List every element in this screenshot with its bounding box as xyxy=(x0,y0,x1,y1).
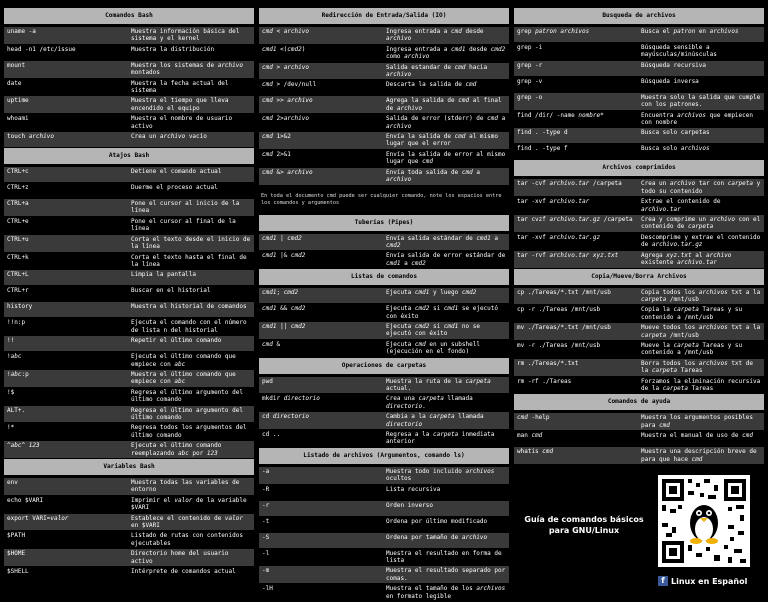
command-row xyxy=(259,322,509,339)
command-row xyxy=(259,377,509,394)
command-text: cd directorio xyxy=(262,413,309,421)
command-text: cmd 2>&1 xyxy=(262,150,291,158)
command-row xyxy=(4,336,254,351)
command-text: !!n:p xyxy=(7,319,26,327)
command-text: grep -r xyxy=(517,61,543,69)
command-row xyxy=(259,584,509,601)
command-description: Listado de rutas con contenidos ejecutables xyxy=(131,532,243,547)
command-text: uptime xyxy=(7,97,29,105)
command-text: cp -r ./Tareas /mnt/usb xyxy=(517,306,601,314)
command-row xyxy=(259,45,509,62)
command-description: Envía salida de error estándar de cmd1 a cmd2 xyxy=(386,252,506,267)
command-text: find . -type d xyxy=(517,129,568,137)
command-description: Envía toda salida de cmd a archivo xyxy=(386,168,480,184)
command-description: Muestra la ruta de la carpeta actual. xyxy=(386,377,491,392)
command-row xyxy=(514,61,764,76)
command-description: Muestra el tiempo que lleva encendido el equipo xyxy=(131,97,229,112)
command-row xyxy=(259,168,509,185)
command-row xyxy=(514,77,764,92)
command-row xyxy=(259,517,509,532)
command-description: Copia la carpeta Tareas y su contenido a /mnt/usb xyxy=(641,306,743,321)
command-text: mv -r ./Tareas /mnt/usb xyxy=(517,341,601,349)
command-description: Corta el texto desde el inicio de la línea xyxy=(131,235,251,251)
command-description: Muestra los argumentos posibles para cmd xyxy=(641,414,753,429)
command-description: Salida de error (stderr) de cmd a archivo xyxy=(386,115,506,130)
command-row xyxy=(259,549,509,566)
command-row xyxy=(514,215,764,232)
command-text: mount xyxy=(7,61,26,69)
brand-name: Linux en Español xyxy=(671,576,748,586)
command-description: Muestra la fecha actual del sistema xyxy=(131,79,229,95)
command-row xyxy=(259,340,509,357)
command-description: Búsqueda sensible a mayúsculas/minúsculas xyxy=(641,44,717,59)
command-row xyxy=(4,549,254,566)
command-text: cmd 1>&2 xyxy=(262,133,291,141)
command-row xyxy=(259,150,509,167)
command-text: cmd1 <(cmd2) xyxy=(262,45,306,53)
section-header: Redirección de Entrada/Salida (IO) xyxy=(259,8,509,24)
command-row xyxy=(4,270,254,285)
command-description: Imprimir el valor de la variable $VARI xyxy=(131,496,247,512)
command-text: touch archivo xyxy=(7,133,54,141)
command-row xyxy=(514,93,764,110)
command-row xyxy=(514,43,764,60)
command-description: Crea un archivo vacío xyxy=(131,133,207,141)
command-text: !$ xyxy=(7,388,15,396)
command-row xyxy=(259,234,509,251)
command-text: $HOME xyxy=(7,550,26,558)
command-description: Ingresa entrada a cmd1 desde cmd2 como archivo xyxy=(386,45,506,61)
command-description: Muestra todas las variables de entorno xyxy=(131,479,240,494)
column-1 xyxy=(4,7,254,583)
command-description: Forzamos la eliminación recursiva de la carpeta Tareas xyxy=(641,377,761,392)
command-row xyxy=(4,478,254,495)
command-text: head -n1 /etc/issue xyxy=(7,45,76,53)
command-row xyxy=(4,441,254,458)
command-description: Envía la salida de error al mismo lugar que cmd xyxy=(386,150,506,166)
command-text: -a xyxy=(262,467,270,475)
command-text: CTRL+c xyxy=(7,168,29,176)
command-description: Envía la salida de cmd al mismo lugar que el error xyxy=(386,133,498,148)
command-text: tar -xvf archivo.tar.gz xyxy=(517,233,601,241)
command-row xyxy=(514,359,764,376)
command-text: -S xyxy=(262,533,270,541)
command-row xyxy=(259,96,509,113)
command-row xyxy=(259,288,509,303)
command-row xyxy=(4,132,254,147)
command-description: Regresa el último argumento del último comando xyxy=(131,388,243,404)
command-description: Envía salida estándar de cmd1 a cmd2 xyxy=(386,234,498,249)
command-description: Ejecuta cmd2 si cmd1 no se ejecutó con éxito xyxy=(386,322,480,338)
command-text: tar -rvf archivo.tar xyz.txt xyxy=(517,251,619,259)
command-row xyxy=(4,318,254,335)
command-row xyxy=(259,394,509,411)
command-text: grep patron archivos xyxy=(517,28,590,35)
command-text: cd .. xyxy=(262,431,281,438)
command-row xyxy=(4,406,254,423)
command-row xyxy=(4,114,254,131)
command-description: Agrega xyz.txt al archivo existente archivo.tar xyxy=(641,251,732,267)
section-header: Comandos Bash xyxy=(4,8,254,24)
command-text: CTRL+a xyxy=(7,200,29,208)
command-row xyxy=(514,377,764,394)
command-description: Copia todos los archivos txt a la carpeta /mnt/usb xyxy=(641,288,761,303)
command-description: Búsqueda inversa xyxy=(641,77,699,85)
facebook-icon: f xyxy=(658,576,668,586)
command-text: CTRL+r xyxy=(7,287,29,295)
command-description: Limpia la pantalla xyxy=(131,271,197,279)
command-text: cmd &> archivo xyxy=(262,168,313,176)
command-row xyxy=(4,27,254,44)
section-header: Listado de archivos (Argumentos, comando ls) xyxy=(259,448,509,464)
brand-credit xyxy=(658,576,768,586)
command-description: Pone el cursor al final de la línea xyxy=(131,217,236,233)
command-text: cmd1 |& cmd2 xyxy=(262,252,306,260)
command-text: whatis cmd xyxy=(517,448,554,456)
command-row xyxy=(259,114,509,131)
command-text: -r xyxy=(262,501,270,509)
command-text: pwd xyxy=(262,377,273,385)
section-header: Listas de comandos xyxy=(259,269,509,285)
command-description: Mueve todos los archivos txt a la carpeta /mnt/usb xyxy=(641,324,761,339)
command-text: -m xyxy=(262,567,270,575)
command-description: Muestra el último comando que empiece con abc xyxy=(131,370,236,386)
section-header: Variables Bash xyxy=(4,459,254,475)
command-text: CTRL+L xyxy=(7,271,29,279)
command-text: tar -xvf archivo.tar xyxy=(517,198,590,206)
command-text: cmd -help xyxy=(517,414,550,422)
command-description: Crea un archivo tar con carpeta y todo su contenido xyxy=(641,180,761,195)
command-description: Directorio home del usuario activo xyxy=(131,550,229,565)
command-text: CTRL+k xyxy=(7,253,29,261)
command-text: uname -a xyxy=(7,28,36,35)
command-description: Duerme el proceso actual xyxy=(131,184,218,192)
command-description: Ejecuta cmd2 si cmd1 se ejecutó con éxito xyxy=(386,305,499,320)
command-row xyxy=(259,566,509,583)
column-2 xyxy=(259,7,509,602)
command-row xyxy=(4,567,254,582)
command-description: Cambia a la carpeta llamada directorio xyxy=(386,413,484,428)
command-description: Mueve la carpeta Tareas y su contenido a /mnt/usb xyxy=(641,341,743,357)
command-row xyxy=(4,253,254,270)
command-text: cmd > /dev/null xyxy=(262,81,317,89)
command-row xyxy=(4,217,254,234)
command-description: Ejecuta el comando con el número de lista n del historial xyxy=(131,319,247,334)
command-row xyxy=(4,235,254,252)
command-text: -l xyxy=(262,549,270,557)
command-text: cmd1; cmd2 xyxy=(262,289,299,297)
command-description: Descarta la salida de cmd xyxy=(386,81,477,89)
command-row xyxy=(259,501,509,516)
command-row xyxy=(514,431,764,446)
command-description: Ordena por tamaño de archivo xyxy=(386,533,488,541)
command-description: Busca el patron en archivos xyxy=(641,28,739,35)
command-row xyxy=(514,288,764,305)
command-row xyxy=(4,423,254,440)
command-row xyxy=(514,251,764,268)
command-row xyxy=(514,197,764,214)
command-description: Ejecuta el último comando que empiece con abc xyxy=(131,353,236,368)
command-description: Muestra información básica del sistema y el kernel xyxy=(131,28,240,43)
command-row xyxy=(4,388,254,405)
command-description: Extrae el contenido de archivo.tar xyxy=(641,198,721,213)
command-text: echo $VARI xyxy=(7,496,44,504)
section-header: Archivos comprimidos xyxy=(514,160,764,176)
column-3 xyxy=(514,7,764,465)
section-note: En toda el documento cmd puede ser cualquier comando, note los espacios entre los comandos y argumentos xyxy=(261,192,502,206)
command-text: cmd & xyxy=(262,340,281,348)
section-header: Tuberías (Pipes) xyxy=(259,215,509,231)
command-row xyxy=(4,96,254,113)
command-row xyxy=(4,352,254,369)
command-text: cp ./Tareas/*.txt /mnt/usb xyxy=(517,288,611,296)
command-text: -lH xyxy=(262,585,273,593)
command-description: Ejecuta cmd1 y luego cmd2 xyxy=(386,289,477,297)
section-header: Atajos Bash xyxy=(4,148,254,164)
command-description: Muestra solo la salida que cumple con los patrones. xyxy=(641,93,761,109)
command-description: Pone el cursor al inicio de la línea xyxy=(131,200,240,215)
command-description: Busca solo archivos xyxy=(641,145,710,153)
command-text: cmd1 | cmd2 xyxy=(262,234,302,242)
section-header: Copia/Mueve/Borra Archivos xyxy=(514,269,764,285)
section-header: Busqueda de archivos xyxy=(514,8,764,24)
command-row xyxy=(514,128,764,143)
command-text: mv ./Tareas/*.txt /mnt/usb xyxy=(517,324,611,332)
command-description: Muestra los sistemas de archivo montados xyxy=(131,61,243,77)
command-row xyxy=(4,61,254,78)
command-row xyxy=(4,514,254,531)
command-row xyxy=(4,45,254,60)
command-text: find . -type f xyxy=(517,145,568,153)
command-row xyxy=(259,63,509,80)
command-text: man cmd xyxy=(517,432,543,440)
command-description: Muestra una descripción breve de para que hace cmd xyxy=(641,448,757,463)
command-text: cmd1 || cmd2 xyxy=(262,322,306,330)
command-text: cmd >> archivo xyxy=(262,97,313,105)
command-row xyxy=(259,251,509,268)
command-description: Crea una carpeta llamada directorio. xyxy=(386,395,473,410)
command-text: cmd 2>archivo xyxy=(262,115,309,123)
command-text: -t xyxy=(262,517,270,525)
command-text: mkdir directorio xyxy=(262,395,320,403)
command-description: Agrega la salida de cmd al final de archivo xyxy=(386,97,502,112)
command-text: !abc xyxy=(7,353,22,361)
command-text: CTRL+u xyxy=(7,235,29,243)
command-row xyxy=(4,302,254,317)
command-row xyxy=(4,496,254,513)
command-row xyxy=(514,413,764,430)
command-description: Lista recursiva xyxy=(386,485,441,493)
command-text: grep -o xyxy=(517,93,543,101)
command-description: Muestra el resultado separado por comas. xyxy=(386,567,506,582)
command-text: ALT+. xyxy=(7,406,26,414)
command-row xyxy=(4,167,254,182)
command-row xyxy=(4,199,254,216)
command-text: env xyxy=(7,479,18,486)
command-text: tar -cvf archivo.tar /carpeta xyxy=(517,180,622,188)
command-row xyxy=(514,179,764,196)
command-text: CTRL+z xyxy=(7,184,29,192)
command-row xyxy=(514,305,764,322)
command-description: Muestra el historial de comandos xyxy=(131,303,247,311)
command-description: Borra todos los archivos txt de la carpeta Tareas xyxy=(641,359,753,375)
command-row xyxy=(4,183,254,198)
command-description: Orden inverso xyxy=(386,501,433,509)
command-description: Ejecuta el último comando reemplazando abc por 123 xyxy=(131,442,222,457)
command-row xyxy=(514,323,764,340)
command-text: !! xyxy=(7,337,15,345)
command-row xyxy=(514,447,764,464)
command-description: Búsqueda recursiva xyxy=(641,61,707,69)
command-text: $PATH xyxy=(7,532,26,540)
command-text: -R xyxy=(262,485,270,493)
section-header: Comandos de ayuda xyxy=(514,394,764,410)
command-description: Regresa a la carpeta inmediata anterior xyxy=(386,431,495,446)
command-description: Ejecuta cmd en un subshell (ejecución en el fondo) xyxy=(386,340,480,356)
command-text: history xyxy=(7,303,33,311)
command-text: cmd < archivo xyxy=(262,28,309,35)
command-description: Regresa todos los argumentos del último comando xyxy=(131,424,247,439)
command-row xyxy=(259,533,509,548)
command-description: Encuentra archivos que empiecen con nombre xyxy=(641,111,753,127)
command-text: tar cvzf archivo.tar.gz /carpeta xyxy=(517,216,633,224)
command-description: Descomprime y extrae el contenido de archivo.tar.gz xyxy=(641,233,761,249)
command-description: Muestra la distribución xyxy=(131,45,215,53)
command-row xyxy=(514,27,764,42)
command-row xyxy=(259,304,509,321)
command-description: Salida estandar de cmd hacia archivo xyxy=(386,63,488,79)
command-text: export VARI=valor xyxy=(7,514,69,522)
command-row xyxy=(4,531,254,548)
command-text: find /dir/ -name nombre* xyxy=(517,111,604,119)
command-text: rm -rf ./Tareas xyxy=(517,377,572,385)
command-row xyxy=(259,27,509,44)
command-row xyxy=(259,467,509,484)
command-text: !* xyxy=(7,424,15,432)
command-row xyxy=(514,111,764,128)
command-description: Establece el contenido de valor en $VARI xyxy=(131,514,243,530)
command-description: Muestra el manual de uso de cmd xyxy=(641,432,753,440)
command-description: Busca solo carpetas xyxy=(641,129,710,137)
command-description: Ordena por último modificado xyxy=(386,517,488,525)
section-header: Operaciones de carpetas xyxy=(259,358,509,374)
command-text: rm ./Tareas/*.txt xyxy=(517,359,579,367)
command-description: Repetir el último comando xyxy=(131,337,222,345)
command-description: Muestra todo incluido archivos ocultos xyxy=(386,467,495,483)
command-row xyxy=(259,80,509,95)
command-text: date xyxy=(7,79,22,87)
command-description: Muestra el resultado en forma de lista xyxy=(386,549,502,565)
command-description: Muestra el nombre de usuario activo xyxy=(131,115,233,130)
command-description: Ingresa entrada a cmd desde archivo xyxy=(386,28,484,43)
guide-title: Guía de comandos básicos para GNU/Linux xyxy=(524,515,644,535)
command-text: $SHELL xyxy=(7,568,29,576)
qr-code-icon xyxy=(658,475,750,567)
command-description: Buscar en el historial xyxy=(131,287,211,295)
command-description: Regresa el último argumento del último comando xyxy=(131,406,243,421)
command-text: whoami xyxy=(7,115,29,123)
command-text: grep -i xyxy=(517,44,543,51)
command-row xyxy=(4,286,254,301)
command-description: Detiene el comando actual xyxy=(131,168,222,176)
command-row xyxy=(514,144,764,159)
command-row xyxy=(259,485,509,500)
command-row xyxy=(259,412,509,429)
command-row xyxy=(514,233,764,250)
command-row xyxy=(514,341,764,358)
command-description: Intérprete de comandos actual xyxy=(131,568,236,576)
command-description: Muestra el tamaño de los archivos en formato legible xyxy=(386,585,506,600)
command-description: Corta el texto hasta el final de la línea xyxy=(131,253,247,268)
command-text: CTRL+e xyxy=(7,217,29,225)
command-text: ^abc^ 123 xyxy=(7,442,40,450)
command-description: Crea y comprime un archivo con el contenido de carpeta xyxy=(641,216,761,231)
command-row xyxy=(4,79,254,96)
command-row xyxy=(259,132,509,149)
command-text: !abc:p xyxy=(7,370,29,378)
command-text: cmd1 && cmd2 xyxy=(262,305,306,313)
command-row xyxy=(4,370,254,387)
command-text: grep -v xyxy=(517,77,543,85)
command-row xyxy=(259,430,509,447)
command-text: cmd > archivo xyxy=(262,63,309,71)
